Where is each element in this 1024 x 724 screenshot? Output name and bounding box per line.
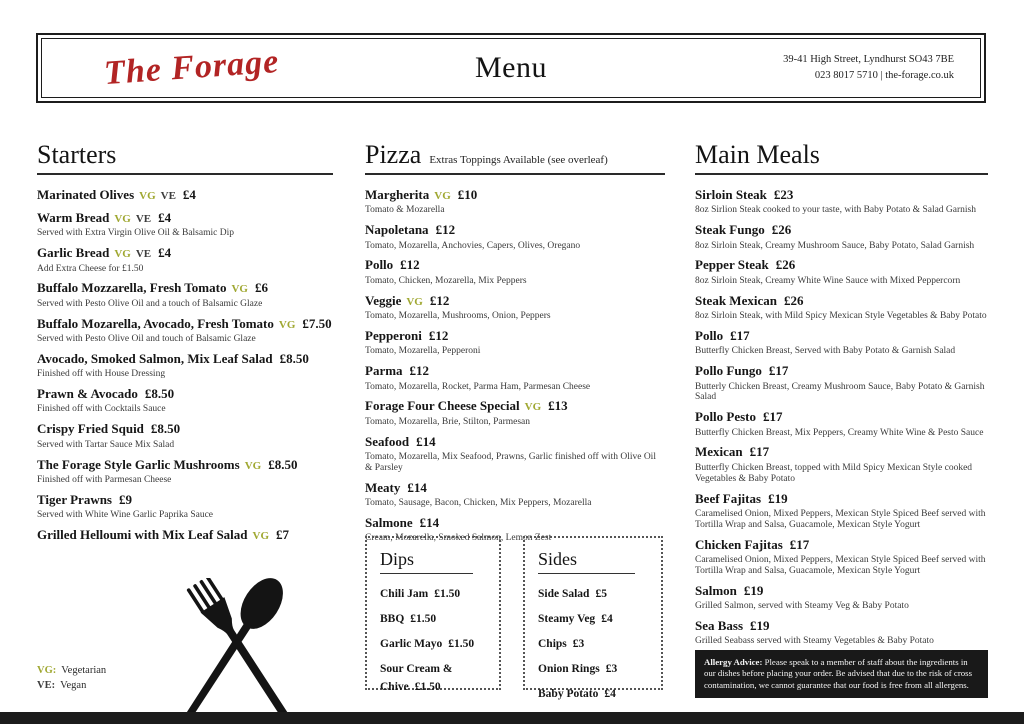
item-line xyxy=(695,408,988,426)
item-name: Seafood xyxy=(365,433,410,449)
item-description: Finished off with Cocktails Sauce xyxy=(37,404,166,415)
menu-item xyxy=(380,584,486,602)
item-name: Steak Fungo xyxy=(695,222,765,238)
menu-item xyxy=(538,584,648,602)
item-price: £4 xyxy=(601,612,613,625)
restaurant-logo: The Forage xyxy=(103,42,281,93)
item-description: Tomato, Mozarella, Pepperoni xyxy=(365,346,481,357)
item-line xyxy=(695,292,988,310)
item-price: £4 xyxy=(604,687,616,700)
menu-item xyxy=(380,659,486,695)
starters-section xyxy=(37,142,333,549)
main-meals-heading xyxy=(695,142,988,175)
menu-item xyxy=(538,684,648,702)
item-line xyxy=(365,256,665,274)
menu-item xyxy=(695,221,988,251)
menu-item xyxy=(365,362,665,392)
item-description: Butterfly Chicken Breast, Mix Peppers, Creamy White Wine & Pesto Sauce xyxy=(695,427,984,438)
item-description: 8oz Sirlion Steak cooked to your taste, with Baby Potato & Salad Garnish xyxy=(695,205,977,216)
item-price: £26 xyxy=(775,257,796,273)
menu-item xyxy=(365,256,665,286)
dietary-tag-vg: VG xyxy=(252,530,270,543)
main-meals-section xyxy=(695,142,988,652)
title-zone xyxy=(342,51,680,85)
menu-item xyxy=(365,433,665,474)
menu-item xyxy=(538,659,648,677)
menu-item xyxy=(37,315,333,345)
item-line xyxy=(695,617,988,635)
dips-sides-row xyxy=(365,536,665,700)
menu-item xyxy=(365,397,665,427)
item-line xyxy=(37,209,333,227)
menu-item xyxy=(695,536,988,577)
item-name: Prawn & Avocado xyxy=(37,386,138,402)
item-name: Beef Fajitas xyxy=(695,490,762,506)
item-price: £17 xyxy=(763,409,783,425)
item-name: Sea Bass xyxy=(695,617,744,633)
item-description: Served with Tartar Sauce Mix Salad xyxy=(37,439,175,450)
item-name: Chicken Fajitas xyxy=(695,536,783,552)
contact-info xyxy=(680,52,980,85)
item-price: £12 xyxy=(428,327,449,343)
item-price: £26 xyxy=(771,222,792,238)
item-description: Finished off with House Dressing xyxy=(37,369,166,380)
menu-item xyxy=(37,456,333,486)
dietary-tag-vg: VG xyxy=(524,401,542,414)
item-line xyxy=(380,609,486,627)
item-price: £13 xyxy=(548,398,568,414)
item-price: £8.50 xyxy=(268,456,298,472)
menu-item xyxy=(365,186,665,216)
vg-tag: VG: xyxy=(37,665,57,676)
item-line xyxy=(37,385,333,403)
item-name: Parma xyxy=(365,363,403,379)
item-price: £10 xyxy=(457,187,478,202)
item-name: Buffalo Mozarella, Avocado, Fresh Tomato xyxy=(37,315,274,331)
menu-item xyxy=(37,526,333,544)
item-price: £12 xyxy=(435,222,456,238)
item-description: Served with Pesto Olive Oil and touch of Balsamic Glaze xyxy=(37,334,256,345)
allergy-advice-box xyxy=(695,650,988,698)
item-line xyxy=(37,279,333,297)
item-line xyxy=(365,397,665,415)
item-line xyxy=(380,659,486,695)
header xyxy=(36,33,986,103)
legend-vegan xyxy=(37,679,106,694)
item-price: £17 xyxy=(768,363,789,379)
item-price: £1.50 xyxy=(410,612,437,625)
item-name: Tiger Prawns xyxy=(37,491,112,507)
item-description: Tomato, Mozarella, Mushrooms, Onion, Peppers xyxy=(365,311,551,322)
menu-item xyxy=(695,617,988,647)
item-name: Pollo Pesto xyxy=(695,409,757,425)
allergy-text: Please speak to a member of staff about the ingredients in our dishes before placing your order. Be advised that due to the risk of cross contamination, we cannot guarantee that our food is free from all allergens. xyxy=(704,657,972,690)
pizza-items xyxy=(365,186,665,544)
item-line xyxy=(695,362,988,380)
item-line xyxy=(695,256,988,274)
item-name: Margherita xyxy=(365,187,430,202)
item-description: Tomato & Mozarella xyxy=(365,205,445,216)
starters-items xyxy=(37,186,333,544)
dips-box xyxy=(365,536,501,693)
item-price: £3 xyxy=(572,637,585,650)
item-price: £19 xyxy=(750,617,770,633)
item-line xyxy=(365,292,665,310)
item-name: Pollo Fungo xyxy=(695,363,762,379)
menu-item xyxy=(695,362,988,403)
item-price: £14 xyxy=(407,479,427,495)
item-description: 8oz Sirloin Steak, Creamy White Wine Sauce with Mixed Peppercorn xyxy=(695,275,961,286)
starters-heading xyxy=(37,142,333,175)
item-price: £8.50 xyxy=(150,421,181,437)
item-line xyxy=(37,315,333,333)
menu-item xyxy=(37,385,333,415)
menu-item xyxy=(365,221,665,251)
item-price: £8.50 xyxy=(279,350,309,366)
item-line xyxy=(695,443,988,461)
item-name: Pollo xyxy=(695,327,724,343)
item-description: Butterfly Chicken Breast, topped with Mild Spicy Mexican Style cooked Vegetables & Baby Potato xyxy=(695,462,973,484)
vg-label: Vegetarian xyxy=(61,665,107,676)
item-price: £3 xyxy=(605,662,618,675)
dietary-tag-vg: VG xyxy=(434,190,451,202)
item-name: Onion Rings xyxy=(538,662,600,675)
menu-item xyxy=(695,186,988,216)
pizza-subtitle: Extras Toppings Available (see overleaf) xyxy=(429,154,608,166)
item-price: £14 xyxy=(419,514,440,530)
main-meals-title: Main Meals xyxy=(695,140,820,169)
allergy-label: Allergy Advice: xyxy=(704,657,763,667)
item-price: £6 xyxy=(254,280,268,296)
dips-items xyxy=(380,584,486,695)
item-description: Tomato, Mozarella, Mix Seafood, Prawns, Garlic finished off with Olive Oil & Parsley xyxy=(365,452,656,473)
starters-title: Starters xyxy=(37,140,117,169)
item-description: Served with Pesto Olive Oil and a touch of Balsamic Glaze xyxy=(37,298,263,309)
menu-item xyxy=(37,350,333,380)
item-description: Tomato, Mozarella, Anchovies, Capers, Olives, Oregano xyxy=(365,240,581,251)
item-price: £7 xyxy=(276,527,290,543)
menu-item xyxy=(538,609,648,627)
item-name: Veggie xyxy=(365,292,402,308)
menu-item xyxy=(37,244,333,274)
item-line xyxy=(695,490,988,508)
menu-item xyxy=(380,609,486,627)
fork-and-spoon-graphic xyxy=(158,578,316,724)
item-line xyxy=(365,221,665,239)
main-meals-items xyxy=(695,186,988,647)
item-name: Marinated Olives xyxy=(37,187,135,202)
address-line: 39-41 High Street, Lyndhurst SO43 7BE xyxy=(783,53,954,65)
item-line xyxy=(538,584,648,602)
item-name: Chili Jam xyxy=(380,588,429,600)
item-line xyxy=(37,420,333,438)
item-name: Salmon xyxy=(695,582,737,598)
item-name: Avocado, Smoked Salmon, Mix Leaf Salad xyxy=(37,350,273,366)
item-name: Side Salad xyxy=(538,588,590,600)
menu-item xyxy=(380,634,486,652)
legend-vegetarian xyxy=(37,664,106,679)
menu-item xyxy=(695,582,988,612)
item-line xyxy=(365,362,665,380)
dietary-tag-vg: VG xyxy=(231,283,248,296)
item-line xyxy=(538,609,648,627)
item-line xyxy=(365,186,665,204)
item-name: Sirloin Steak xyxy=(695,187,767,202)
item-description: 8oz Sirloin Steak, Creamy Mushroom Sauce, Baby Potato, Salad Garnish xyxy=(695,240,975,251)
item-price: £14 xyxy=(416,433,436,449)
item-price: £8.50 xyxy=(144,386,175,402)
pizza-heading xyxy=(365,142,665,175)
item-description: Tomato, Chicken, Mozarella, Mix Peppers xyxy=(365,275,527,286)
item-name: Crispy Fried Squid xyxy=(37,421,144,437)
item-line xyxy=(37,491,333,509)
item-description: Tomato, Sausage, Bacon, Chicken, Mix Peppers, Mozarella xyxy=(365,498,592,509)
item-description: Tomato, Mozarella, Rocket, Parma Ham, Parmesan Cheese xyxy=(365,381,591,392)
item-description: Served with White Wine Garlic Paprika Sauce xyxy=(37,510,214,521)
phone-website-line: 023 8017 5710 | the-forage.co.uk xyxy=(814,70,954,81)
item-line xyxy=(365,433,665,451)
item-line xyxy=(37,350,333,368)
dietary-tag-vg: VG xyxy=(114,248,131,261)
item-price: £19 xyxy=(743,582,764,598)
item-name: BBQ xyxy=(380,612,405,625)
item-line xyxy=(380,584,486,602)
menu-item xyxy=(695,443,988,484)
item-description: Butterly Chicken Breast, Creamy Mushroom Sauce, Baby Potato & Garnish Salad xyxy=(695,381,985,403)
item-price: £9 xyxy=(119,491,132,507)
menu-item xyxy=(37,186,333,204)
item-name: Steak Mexican xyxy=(695,292,777,308)
item-line xyxy=(365,514,665,532)
item-line xyxy=(695,186,988,204)
menu-item xyxy=(695,292,988,322)
item-price: £1.50 xyxy=(414,680,441,693)
item-name: Steamy Veg xyxy=(538,612,596,625)
item-price: £12 xyxy=(409,363,430,379)
dietary-tag-vg: VG xyxy=(244,459,262,472)
menu-item xyxy=(365,327,665,357)
item-price: £12 xyxy=(400,257,420,273)
menu-item xyxy=(365,292,665,322)
item-description: Caramelised Onion, Mixed Peppers, Mexican Style Spiced Beef served with Tortilla Wrap and Salsa, Guacamole, Mexican Style Yogurt xyxy=(695,555,986,576)
item-price: £7.50 xyxy=(302,315,332,331)
ve-tag: VE: xyxy=(37,679,56,691)
item-price: £17 xyxy=(749,444,770,460)
item-line xyxy=(538,634,648,652)
item-description: 8oz Sirloin Steak, with Mild Spicy Mexican Style Vegetables & Baby Potato xyxy=(695,311,987,322)
item-name: Grilled Helloumi with Mix Leaf Salad xyxy=(37,527,248,543)
dietary-tag-vg: VG xyxy=(114,212,131,225)
item-line xyxy=(538,684,648,702)
item-name: Garlic Mayo xyxy=(380,637,443,650)
bottom-bar xyxy=(0,712,1024,724)
item-description: Grilled Seabass served with Steamy Vegetables & Baby Potato xyxy=(695,636,934,647)
item-description: Grilled Salmon, served with Steamy Veg & Baby Potato xyxy=(695,601,909,612)
item-description: Caramelised Onion, Mixed Peppers, Mexican Style Spiced Beef served with Tortilla Wrap and Salsa, Guacamole, Mexican Style Yogurt xyxy=(695,508,986,530)
item-line xyxy=(695,327,988,345)
item-description: Add Extra Cheese for £1.50 xyxy=(37,263,144,274)
dietary-legend xyxy=(37,664,106,693)
item-name: The Forage Style Garlic Mushrooms xyxy=(37,456,240,472)
menu-item xyxy=(37,209,333,239)
dietary-tag-vg: VG xyxy=(139,190,156,202)
item-price: £5 xyxy=(595,588,607,600)
pizza-section xyxy=(365,142,665,549)
dietary-tag-ve: VE xyxy=(135,248,152,261)
dietary-tag-ve: VE xyxy=(135,212,152,225)
pizza-title: Pizza xyxy=(365,140,422,169)
item-line xyxy=(37,456,333,474)
item-line xyxy=(695,221,988,239)
sides-box xyxy=(523,536,663,700)
menu-item xyxy=(37,491,333,521)
sides-items xyxy=(538,584,648,702)
item-price: £19 xyxy=(768,490,788,506)
item-line xyxy=(365,479,665,497)
item-description: Tomato, Mozarella, Brie, Stilton, Parmesan xyxy=(365,416,531,427)
item-line xyxy=(380,634,486,652)
item-price: £17 xyxy=(730,327,750,343)
item-line xyxy=(538,659,648,677)
item-name: Forage Four Cheese Special xyxy=(365,398,520,414)
item-description: Cream, Mozarella, Smoked Salmon, Lemon Zest xyxy=(365,533,552,544)
item-description: Served with Extra Virgin Olive Oil & Balsamic Dip xyxy=(37,228,234,239)
item-name: Meaty xyxy=(365,479,401,495)
item-price: £17 xyxy=(789,536,810,552)
menu-item xyxy=(37,279,333,309)
item-name: Pollo xyxy=(365,257,394,273)
item-line xyxy=(37,244,333,262)
item-line xyxy=(695,582,988,600)
item-name: Baby Potato xyxy=(538,687,599,700)
item-description: Finished off with Parmesan Cheese xyxy=(37,474,172,485)
item-name: Pepper Steak xyxy=(695,257,769,273)
item-name: Pepperoni xyxy=(365,327,422,343)
dietary-tag-ve: VE xyxy=(160,190,176,202)
item-line xyxy=(37,526,333,544)
item-price: £1.50 xyxy=(434,588,461,600)
item-price: £12 xyxy=(429,292,450,308)
item-name: Chips xyxy=(538,637,567,650)
item-line xyxy=(365,327,665,345)
dietary-tag-vg: VG xyxy=(278,318,296,331)
menu-item xyxy=(695,327,988,357)
item-name: Napoletana xyxy=(365,222,429,238)
item-name: Salmone xyxy=(365,514,413,530)
menu-item xyxy=(695,256,988,286)
logo-zone xyxy=(42,42,342,93)
item-price: £1.50 xyxy=(448,637,475,650)
menu-item xyxy=(538,634,648,652)
item-name: Sour Cream & Chive xyxy=(380,662,453,693)
item-line xyxy=(37,186,333,204)
item-name: Garlic Bread xyxy=(37,245,110,261)
sides-title: Sides xyxy=(538,549,635,574)
menu-item xyxy=(695,490,988,531)
item-name: Buffalo Mozzarella, Fresh Tomato xyxy=(37,280,227,296)
item-price: £4 xyxy=(158,245,172,261)
item-price: £23 xyxy=(773,187,794,202)
item-price: £4 xyxy=(158,209,172,225)
page-title: Menu xyxy=(475,51,547,84)
item-description: Butterfly Chicken Breast, Served with Baby Potato & Garnish Salad xyxy=(695,346,956,357)
menu-item xyxy=(695,408,988,438)
dietary-tag-vg: VG xyxy=(406,295,423,308)
menu-item xyxy=(365,479,665,509)
header-content xyxy=(42,39,980,97)
ve-label: Vegan xyxy=(60,679,87,691)
item-price: £4 xyxy=(182,187,196,202)
item-line xyxy=(695,536,988,554)
item-price: £26 xyxy=(783,292,804,308)
item-name: Warm Bread xyxy=(37,209,110,225)
menu-item xyxy=(37,420,333,450)
item-name: Mexican xyxy=(695,444,743,460)
dips-title: Dips xyxy=(380,549,473,574)
